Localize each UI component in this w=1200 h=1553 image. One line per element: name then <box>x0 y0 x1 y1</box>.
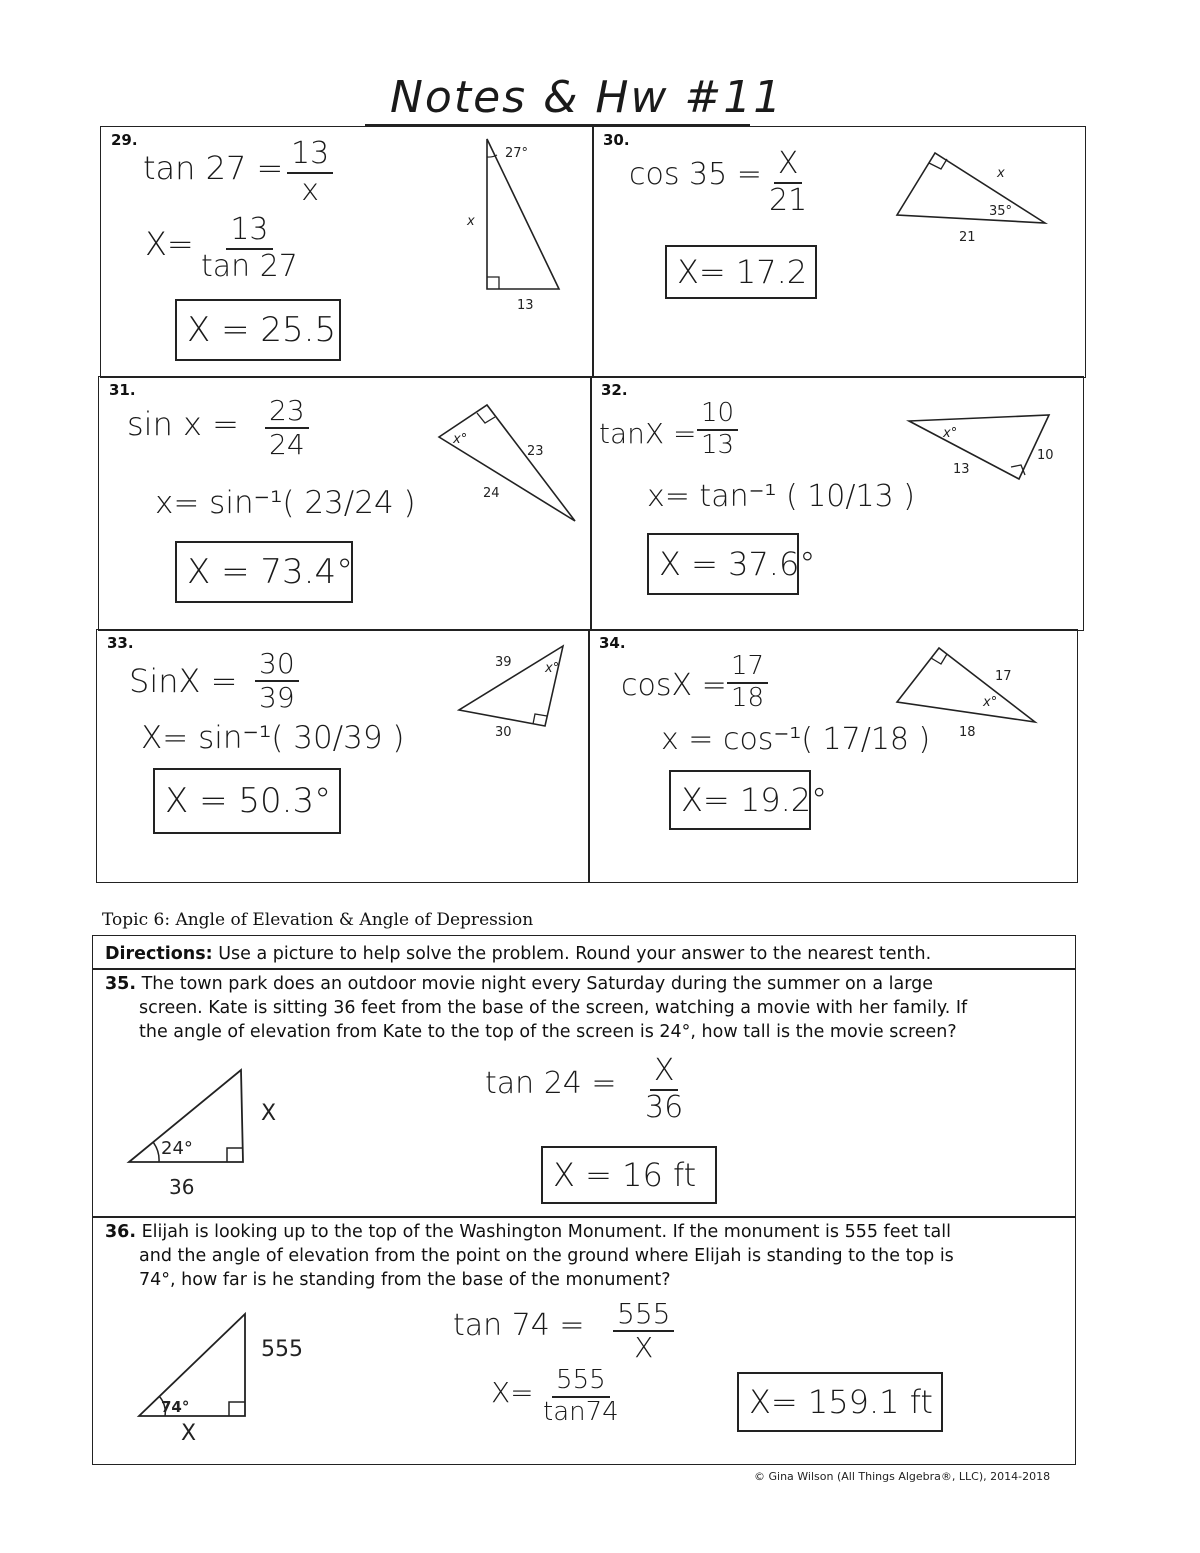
numerator: 13 <box>287 137 333 174</box>
equation-fraction <box>727 652 768 714</box>
text-line: 74°, how far is he standing from the base of the monument? <box>139 1270 671 1290</box>
side-label-x: x <box>467 214 475 229</box>
problem-36-sketch <box>133 1310 333 1450</box>
text-line: and the angle of elevation from the point on the ground where Elijah is standing to the top is <box>139 1246 954 1266</box>
triangle-figure <box>467 135 581 325</box>
angle-label: 24° <box>161 1138 193 1159</box>
topic-table <box>92 935 1076 1465</box>
problem-number: 35. <box>105 974 137 994</box>
denominator: x <box>301 172 319 208</box>
problem-32-cell <box>590 376 1084 631</box>
text-line: the angle of elevation from Kate to the top of the screen is 24°, how tall is the movie screen? <box>139 1022 957 1042</box>
p36-step-lhs: X= <box>491 1376 534 1409</box>
numerator: X <box>650 1054 679 1091</box>
side-label-21: 21 <box>959 230 976 245</box>
denominator: 21 <box>769 182 808 218</box>
angle-label: x° <box>983 695 998 710</box>
p36-equation-lhs: tan 74 = <box>453 1308 585 1343</box>
directions-label: Directions: <box>105 944 213 964</box>
equation-lhs: sin x = <box>127 405 239 443</box>
triangle-figure <box>453 640 573 740</box>
step-equation: x= tan⁻¹ ( 10/13 ) <box>647 479 915 514</box>
denominator: 18 <box>731 682 765 713</box>
numerator: X <box>774 147 803 184</box>
problem-number: 33. <box>107 634 134 652</box>
problem-36-text <box>105 1220 954 1292</box>
p36-answer-box: X= 159.1 ft <box>737 1372 943 1432</box>
triangle-figure <box>433 397 583 527</box>
angle-label: 35° <box>989 204 1013 219</box>
p36-step-fraction <box>539 1366 623 1428</box>
copyright: © Gina Wilson (All Things Algebra®, LLC), 2014-2018 <box>754 1470 1051 1483</box>
numerator: 555 <box>552 1366 610 1398</box>
denominator: 13 <box>701 429 735 460</box>
step-equation: X= sin⁻¹( 30/39 ) <box>141 720 405 756</box>
text-line: The town park does an outdoor movie night every Saturday during the summer on a large <box>141 974 933 994</box>
base-label: X <box>181 1421 197 1446</box>
angle-label: x° <box>943 426 958 441</box>
side-label-39: 39 <box>495 655 512 670</box>
answer-box: X= 19.2° <box>669 770 811 830</box>
side-label-18: 18 <box>959 725 976 740</box>
denominator: 36 <box>645 1089 684 1125</box>
numerator: 555 <box>613 1298 674 1332</box>
p35-equation-lhs: tan 24 = <box>485 1066 617 1101</box>
numerator: 17 <box>727 652 768 684</box>
answer-box: X = 37.6° <box>647 533 799 595</box>
triangle-figure <box>891 644 1051 744</box>
side-label-17: 17 <box>995 669 1012 684</box>
equation-lhs: cosX = <box>621 668 727 703</box>
problem-number: 32. <box>601 381 628 399</box>
denominator: X <box>634 1331 654 1365</box>
equation-fraction <box>765 147 811 218</box>
p36-equation-fraction <box>613 1298 674 1364</box>
divider <box>93 1216 1075 1218</box>
base-label: 36 <box>169 1175 195 1199</box>
problem-34-cell <box>588 629 1078 883</box>
p35-answer-box: X = 16 ft <box>541 1146 717 1204</box>
height-label: X <box>261 1101 277 1126</box>
side-label-13: 13 <box>517 298 534 313</box>
equation-fraction <box>255 648 299 714</box>
problem-30-cell <box>592 126 1086 378</box>
answer-box: X= 17.2 <box>665 245 817 299</box>
height-label: 555 <box>261 1337 303 1362</box>
angle-label: 27° <box>505 146 529 161</box>
step-equation: x = cos⁻¹( 17/18 ) <box>661 722 931 757</box>
side-label-13: 13 <box>953 462 970 477</box>
problem-29-cell <box>100 126 594 378</box>
denominator: tan74 <box>543 1396 619 1427</box>
problem-35-sketch <box>123 1062 323 1202</box>
answer-box: X = 73.4° <box>175 541 353 603</box>
problem-number: 31. <box>109 381 136 399</box>
topic-heading: Topic 6: Angle of Elevation & Angle of Depression <box>102 910 534 930</box>
directions-text: Use a picture to help solve the problem. Round your answer to the nearest tenth. <box>218 944 932 964</box>
denominator: 24 <box>269 428 305 462</box>
equation-lhs: tanX = <box>599 417 697 450</box>
problem-number: 29. <box>111 131 138 149</box>
equation-lhs: cos 35 = <box>629 157 762 192</box>
answer-box: X = 25.5 <box>175 299 341 361</box>
problem-35-text <box>105 972 967 1044</box>
denominator: 39 <box>259 681 295 715</box>
angle-label: x° <box>545 661 560 676</box>
denominator: tan 27 <box>201 248 298 284</box>
problem-31-cell <box>98 376 592 631</box>
problem-number: 34. <box>599 634 626 652</box>
numerator: 13 <box>226 213 272 250</box>
problem-number: 30. <box>603 131 630 149</box>
step-equation: x= sin⁻¹( 23/24 ) <box>155 485 416 521</box>
side-label-10: 10 <box>1037 448 1054 463</box>
side-label-30: 30 <box>495 725 512 740</box>
problem-33-cell <box>96 629 590 883</box>
numerator: 30 <box>255 648 299 682</box>
numerator: 10 <box>697 399 738 431</box>
step-fraction <box>197 213 302 284</box>
side-label-24: 24 <box>483 486 500 501</box>
equation-lhs: tan 27 = <box>143 149 284 187</box>
equation-fraction <box>697 399 738 461</box>
equation-fraction <box>265 395 309 461</box>
step-lhs: X= <box>145 225 194 263</box>
numerator: 23 <box>265 395 309 429</box>
triangle-figure <box>889 147 1059 247</box>
equation-lhs: SinX = <box>129 662 238 700</box>
triangle-figure <box>903 407 1073 487</box>
divider <box>93 968 1075 970</box>
angle-label: x° <box>453 432 468 447</box>
text-line: screen. Kate is sitting 36 feet from the base of the screen, watching a movie with her family. If <box>139 998 968 1018</box>
text-line: Elijah is looking up to the top of the Washington Monument. If the monument is 555 feet tall <box>141 1222 951 1242</box>
side-label-x: x <box>997 166 1005 181</box>
page-title: Notes & Hw #11 <box>390 72 784 123</box>
problem-number: 36. <box>105 1222 137 1242</box>
answer-box: X = 50.3° <box>153 768 341 834</box>
angle-label: 74° <box>161 1398 190 1416</box>
side-label-23: 23 <box>527 444 544 459</box>
directions-row <box>105 942 931 966</box>
p35-equation-fraction <box>641 1054 687 1125</box>
equation-fraction <box>287 137 333 208</box>
